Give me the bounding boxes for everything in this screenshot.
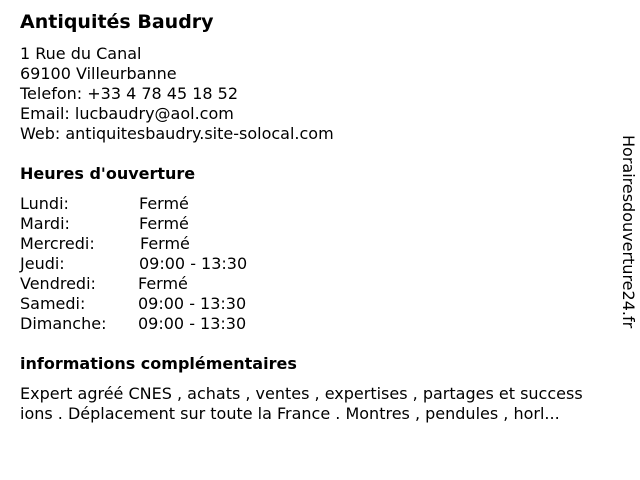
- opening-hours-heading: Heures d'ouverture: [20, 164, 196, 183]
- hours-day-label: Mardi:: [20, 214, 70, 233]
- hours-day-label: Dimanche:: [20, 314, 107, 333]
- description-line-1: Expert agréé CNES , achats , ventes , expertises , partages et success: [20, 384, 583, 403]
- email-address: Email: lucbaudry@aol.com: [20, 104, 234, 123]
- hours-value: Fermé: [138, 274, 188, 293]
- site-watermark: [608, 135, 638, 345]
- hours-value: 09:00 - 13:30: [138, 314, 247, 333]
- additional-info-heading: informations complémentaires: [20, 354, 297, 373]
- hours-value: Fermé: [139, 194, 189, 213]
- hours-value: 09:00 - 13:30: [139, 254, 248, 273]
- hours-day-label: Vendredi:: [20, 274, 96, 293]
- address-street: 1 Rue du Canal: [20, 44, 142, 63]
- hours-value: Fermé: [140, 234, 190, 253]
- hours-value: 09:00 - 13:30: [138, 294, 247, 313]
- hours-day-label: Mercredi:: [20, 234, 95, 253]
- hours-day-label: Jeudi:: [20, 254, 65, 273]
- description-line-2: ions . Déplacement sur toute la France . Montres , pendules , horl...: [20, 404, 560, 423]
- business-title: Antiquités Baudry: [20, 11, 214, 33]
- hours-day-label: Lundi:: [20, 194, 69, 213]
- additional-info-text: [20, 384, 632, 424]
- hours-value: Fermé: [139, 214, 189, 233]
- hours-day-label: Samedi:: [20, 294, 86, 313]
- watermark-text: Horairesdouverture24.fr: [619, 135, 638, 329]
- address-city: 69100 Villeurbanne: [20, 64, 177, 83]
- phone-number: Telefon: +33 4 78 45 18 52: [20, 84, 239, 103]
- contact-info: [20, 44, 334, 144]
- website: Web: antiquitesbaudry.site-solocal.com: [20, 124, 334, 143]
